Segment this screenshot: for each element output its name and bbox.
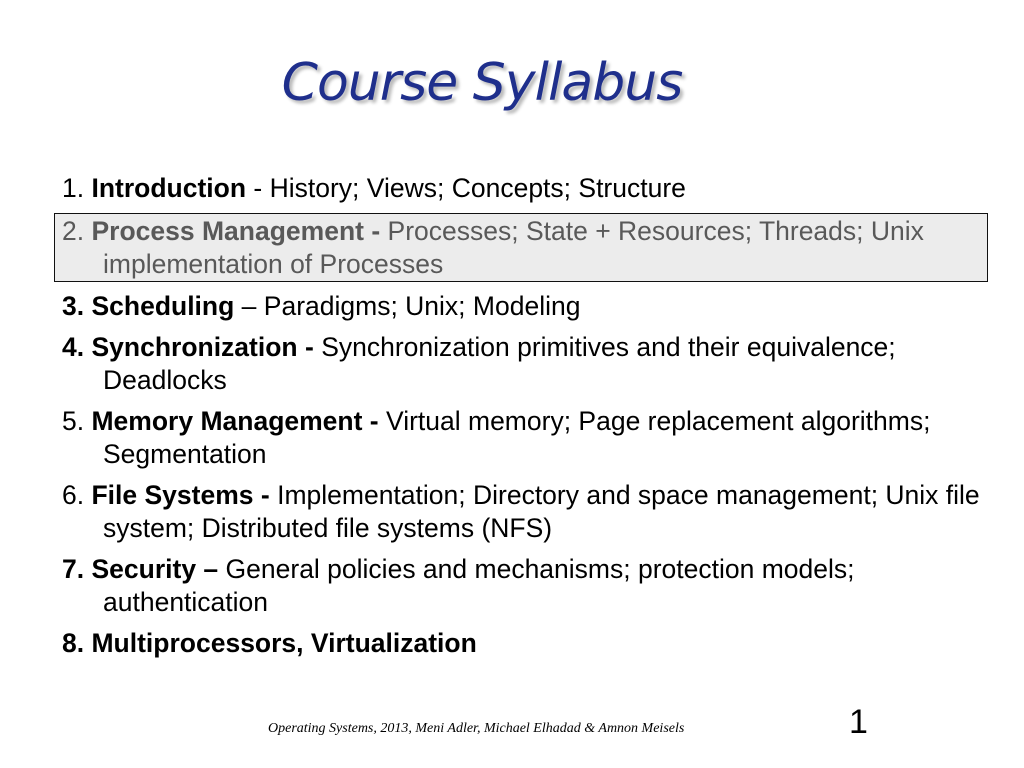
item-number: 5. xyxy=(62,406,85,436)
item-heading: Introduction xyxy=(91,173,247,203)
item-separator: - xyxy=(246,173,270,203)
syllabus-item-6 xyxy=(62,479,1014,545)
footer-credits: Operating Systems, 2013, Meni Adler, Michael Elhadad & Amnon Meisels xyxy=(268,721,685,736)
slide-title: Course Syllabus xyxy=(281,53,683,113)
syllabus-item-2-highlighted xyxy=(54,213,988,282)
item-text: Synchronization primitives and their equivalence; Deadlocks xyxy=(103,332,896,395)
item-number: 4. xyxy=(62,332,85,362)
syllabus-item-5 xyxy=(62,405,1014,471)
item-heading: Scheduling xyxy=(91,291,235,321)
item-separator xyxy=(270,480,277,510)
item-text: History; Views; Concepts; Structure xyxy=(269,173,686,203)
item-heading: Multiprocessors, Virtualization xyxy=(91,628,477,658)
item-heading: Security – xyxy=(91,554,219,584)
item-separator xyxy=(218,554,225,584)
syllabus-item-7 xyxy=(62,553,1014,619)
syllabus-item-8 xyxy=(62,627,1014,660)
page-number: 1 xyxy=(849,703,868,741)
item-heading: Memory Management - xyxy=(91,406,379,436)
item-number: 6. xyxy=(62,480,85,510)
item-number: 8. xyxy=(62,628,85,658)
syllabus-list xyxy=(62,172,1014,668)
item-number: 1. xyxy=(62,173,85,203)
syllabus-item-4 xyxy=(62,331,1014,397)
item-text: Paradigms; Unix; Modeling xyxy=(263,291,581,321)
item-text: Implementation; Directory and space management; Unix file system; Distributed file systems (NFS) xyxy=(103,480,980,543)
item-heading: Process Management - xyxy=(91,216,381,246)
item-text: General policies and mechanisms; protection models; authentication xyxy=(103,554,855,617)
item-heading: Synchronization - xyxy=(91,332,314,362)
item-separator xyxy=(380,216,387,246)
syllabus-item-3 xyxy=(62,290,1014,323)
item-text: Processes; State + Resources; Threads; Unix implementation of Processes xyxy=(103,216,924,279)
item-separator xyxy=(379,406,386,436)
item-number: 2. xyxy=(62,216,85,246)
item-number: 7. xyxy=(62,554,85,584)
item-text: Virtual memory; Page replacement algorithms; Segmentation xyxy=(103,406,931,469)
item-heading: File Systems - xyxy=(91,480,270,510)
item-number: 3. xyxy=(62,291,85,321)
syllabus-item-1 xyxy=(62,172,1014,205)
item-separator: – xyxy=(234,291,264,321)
